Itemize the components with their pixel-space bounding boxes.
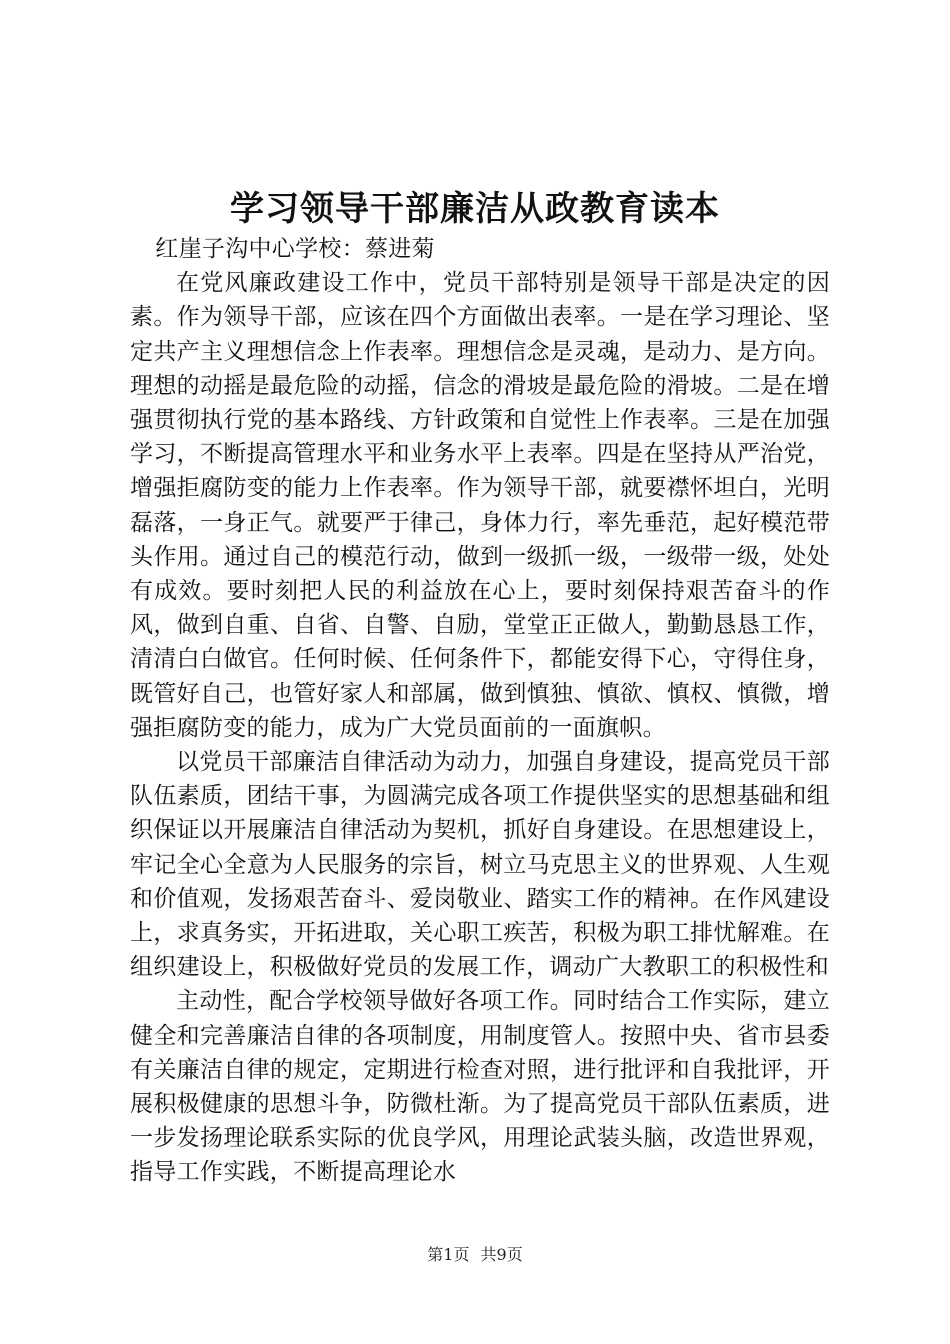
- paragraph-1: 在党风廉政建设工作中，党员干部特别是领导干部是决定的因素。作为领导干部，应该在四个方面做出表率。一是在学习理论、坚定共产主义理想信念上作表率。理想信念是灵魂，是动力、是方向。理想的动摇是最危险的动摇，信念的滑坡是最危险的滑坡。二是在增强贯彻执行党的基本路线、方针政策和自觉性上作表率。三是在加强学习，不断提高管理水平和业务水平上表率。四是在坚持从严治党，增强拒腐防变的能力上作表率。作为领导干部，就要襟怀坦白，光明磊落，一身正气。就要严于律己，身体力行，率先垂范，起好模范带头作用。通过自己的模范行动，做到一级抓一级，一级带一级，处处有成效。要时刻把人民的利益放在心上，要时刻保持艰苦奋斗的作风，做到自重、自省、自警、自励，堂堂正正做人，勤勤恳恳工作，清清白白做官。任何时候、任何条件下，都能安得下心，守得住身，既管好自己，也管好家人和部属，做到慎独、慎欲、慎权、慎微，增强拒腐防变的能力，成为广大党员面前的一面旗帜。: [130, 270, 830, 741]
- author-line: 红崖子沟中心学校：蔡进菊: [155, 236, 435, 262]
- document-body: [130, 232, 830, 1190]
- document-title: 学习领导干部廉洁从政教育读本: [230, 189, 720, 229]
- page-footer: [0, 1243, 950, 1267]
- page-total: 共9页: [480, 1245, 523, 1264]
- paragraph-2: 以党员干部廉洁自律活动为动力，加强自身建设，提高党员干部队伍素质，团结干事，为圆满完成各项工作提供坚实的思想基础和组织保证以开展廉洁自律活动为契机，抓好自身建设。在思想建设上，牢记全心全意为人民服务的宗旨，树立马克思主义的世界观、人生观和价值观，发扬艰苦奋斗、爱岗敬业、踏实工作的精神。在作风建设上，求真务实，开拓进取，关心职工疾苦，积极为职工排忧解难。在组织建设上，积极做好党员的发展工作，调动广大教职工的积极性和: [130, 749, 830, 981]
- paragraph-3: 主动性，配合学校领导做好各项工作。同时结合工作实际，建立健全和完善廉洁自律的各项制度，用制度管人。按照中央、省市县委有关廉洁自律的规定，定期进行检查对照，进行批评和自我批评，开展积极健康的思想斗争，防微杜渐。为了提高党员干部队伍素质，进一步发扬理论联系实际的优良学风，用理论武装头脑，改造世界观，指导工作实践，不断提高理论水: [130, 988, 830, 1186]
- page-number: 第1页: [427, 1245, 470, 1264]
